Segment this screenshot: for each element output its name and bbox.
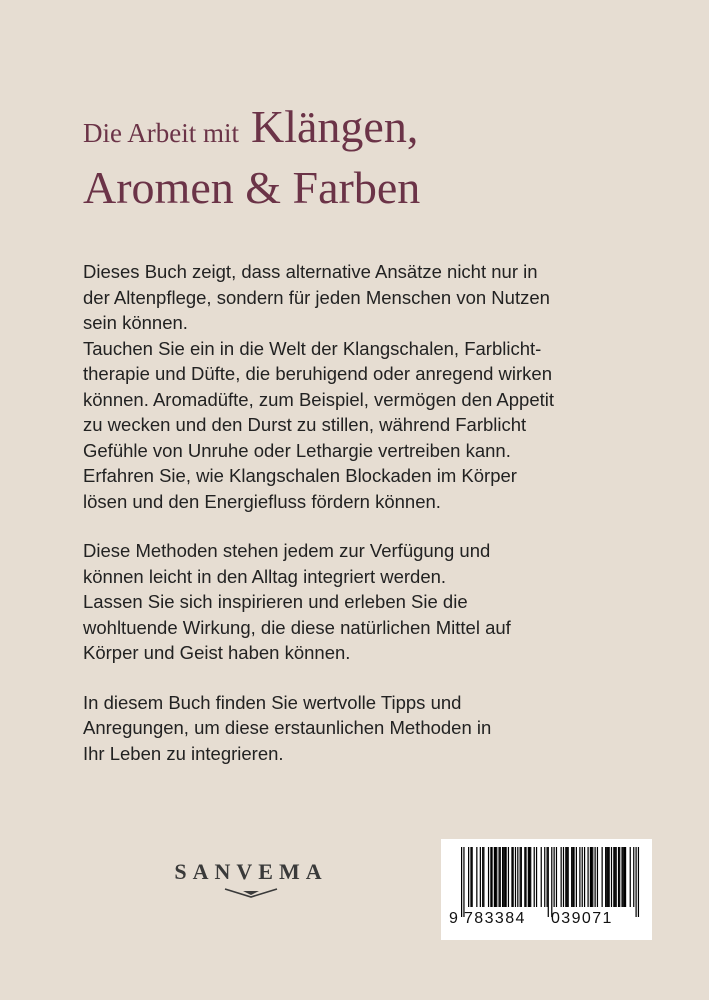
barcode-bar xyxy=(508,847,509,907)
text-line: können. Aromadüfte, zum Beispiel, vermögen den Appetit xyxy=(83,388,555,410)
publisher-logo xyxy=(166,859,336,899)
barcode-bar xyxy=(616,847,617,907)
barcode-bar xyxy=(579,847,580,907)
barcode-bar xyxy=(541,847,542,907)
text-line: In diesem Buch finden Sie wertvolle Tipps und xyxy=(83,691,462,713)
barcode-bar xyxy=(624,847,625,907)
barcode-bar xyxy=(515,847,516,907)
barcode-bar xyxy=(548,847,549,917)
barcode-bar xyxy=(551,847,552,917)
barcode-bar xyxy=(611,847,612,907)
barcode-bar xyxy=(490,847,491,907)
title-line-2: Aromen & Farben xyxy=(83,162,421,213)
barcode-bar xyxy=(506,847,507,907)
barcode-bar xyxy=(500,847,501,907)
barcode-bar xyxy=(491,847,492,907)
barcode-bar xyxy=(520,847,521,907)
paragraph xyxy=(83,538,643,666)
text-line: zu wecken und den Durst zu stillen, während Farblicht xyxy=(83,414,527,435)
text-line: Körper und Geist haben können. xyxy=(83,642,351,663)
paragraph xyxy=(83,259,643,514)
barcode-bar xyxy=(595,847,596,907)
barcode-bar xyxy=(503,847,504,907)
isbn-barcode xyxy=(441,839,652,940)
barcode-bar xyxy=(495,847,496,907)
text-line: therapie und Düfte, die beruhigend oder anregend wirken xyxy=(83,363,552,384)
barcode-bar xyxy=(521,847,522,907)
paragraph xyxy=(83,690,643,767)
barcode-bar xyxy=(606,847,607,907)
barcode-bar xyxy=(488,847,489,907)
text-line: Lassen Sie sich inspirieren und erleben Sie die xyxy=(83,591,468,612)
barcode-digit-first: 9 xyxy=(449,910,458,927)
barcode-bar xyxy=(529,847,530,907)
barcode-bar xyxy=(572,847,573,907)
text-line: Erfahren Sie, wie Klangschalen Blockaden im Körper xyxy=(83,465,517,486)
text-line: Diese Methoden stehen jedem zur Verfügung und xyxy=(83,540,491,561)
chevron-down-icon xyxy=(221,887,281,899)
barcode-bar xyxy=(638,847,639,917)
barcode-bar xyxy=(528,847,529,907)
barcode-bar xyxy=(463,847,464,917)
barcode-bar xyxy=(587,847,588,907)
barcode-bar xyxy=(565,847,566,907)
barcode-bar xyxy=(517,847,518,907)
barcode-bar xyxy=(590,847,591,907)
barcode-bar xyxy=(633,847,634,907)
barcode-bar xyxy=(563,847,564,907)
text-line: sein können. xyxy=(83,312,188,333)
text-line: Gefühle von Unruhe oder Lethargie vertreiben kann. xyxy=(83,439,511,461)
barcode-bar xyxy=(630,847,631,907)
text-line: Ihr Leben zu integrieren. xyxy=(83,742,284,764)
barcode-bar xyxy=(554,847,555,907)
barcode-bar xyxy=(546,847,547,907)
barcode-bar xyxy=(561,847,562,907)
text-line: können leicht in den Alltag integriert werden. xyxy=(83,565,447,587)
barcode-bar xyxy=(614,847,615,907)
barcode-bar xyxy=(513,847,514,907)
text-line: lösen und den Energiefluss fördern können. xyxy=(83,490,441,512)
barcode-bar xyxy=(504,847,505,907)
barcode-bar xyxy=(597,847,598,907)
barcode-bar xyxy=(494,847,495,907)
blurb-text xyxy=(83,259,643,790)
barcode-bar xyxy=(498,847,499,907)
barcode-graphic xyxy=(441,839,652,940)
text-line: Anregungen, um diese erstaunlichen Methoden in xyxy=(83,717,492,738)
barcode-bar xyxy=(461,847,462,917)
barcode-digits-right: 039071 xyxy=(551,910,613,927)
barcode-bar xyxy=(592,847,593,907)
barcode-bar xyxy=(568,847,569,907)
barcode-bar xyxy=(582,847,583,907)
barcode-bar xyxy=(635,847,636,917)
text-line: der Altenpflege, sondern für jeden Menschen von Nutzen xyxy=(83,286,550,308)
barcode-bar xyxy=(470,847,471,907)
barcode-bar xyxy=(530,847,531,907)
barcode-bar xyxy=(544,847,545,907)
barcode-bar xyxy=(623,847,624,907)
barcode-bar xyxy=(524,847,525,907)
barcode-bar xyxy=(496,847,497,907)
barcode-bar xyxy=(576,847,577,907)
barcode-bar xyxy=(472,847,473,907)
barcode-bar xyxy=(571,847,572,907)
barcode-bar xyxy=(536,847,537,907)
text-line: Tauchen Sie ein in die Welt der Klangschalen, Farblicht- xyxy=(83,337,542,359)
barcode-bar xyxy=(618,847,619,907)
barcode-bar xyxy=(480,847,481,907)
barcode-bar xyxy=(619,847,620,907)
book-title xyxy=(83,100,683,214)
barcode-bar xyxy=(591,847,592,907)
barcode-bar xyxy=(511,847,512,907)
barcode-bar xyxy=(534,847,535,907)
barcode-bar xyxy=(609,847,610,907)
barcode-bar xyxy=(607,847,608,907)
title-prefix: Die Arbeit mit xyxy=(83,118,239,148)
barcode-bar xyxy=(621,847,622,907)
barcode-bar xyxy=(468,847,469,907)
barcode-bar xyxy=(602,847,603,907)
barcode-digits-left: 783384 xyxy=(464,910,526,927)
title-highlight: Klängen, xyxy=(250,101,419,152)
barcode-bar xyxy=(573,847,574,907)
barcode-bar xyxy=(476,847,477,907)
barcode-bar xyxy=(605,847,606,907)
barcode-bar xyxy=(502,847,503,907)
barcode-bar xyxy=(525,847,526,907)
barcode-bar xyxy=(566,847,567,907)
barcode-bar xyxy=(483,847,484,907)
publisher-name: SANVEMA xyxy=(174,859,328,884)
barcode-bar xyxy=(584,847,585,907)
barcode-bar xyxy=(556,847,557,907)
text-line: wohltuende Wirkung, die diese natürlichen Mittel auf xyxy=(83,616,511,638)
barcode-bar xyxy=(625,847,626,907)
barcode-bar xyxy=(482,847,483,907)
barcode-bar xyxy=(613,847,614,907)
text-line: Dieses Buch zeigt, dass alternative Ansätze nicht nur in xyxy=(83,261,538,282)
